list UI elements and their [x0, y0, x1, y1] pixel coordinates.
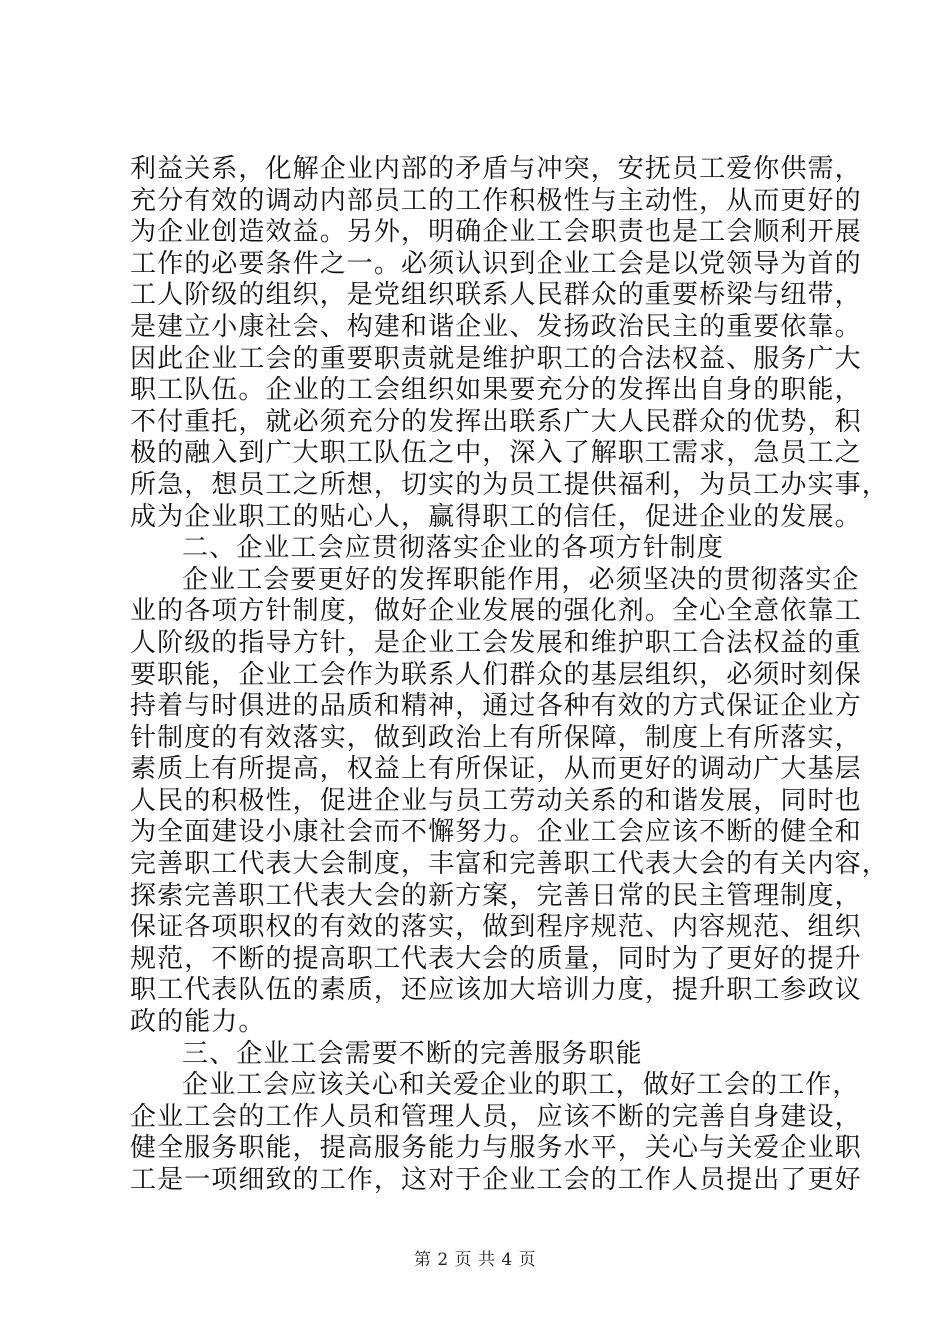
text-line: 工是一项细致的工作，这对于企业工会的工作人员提出了更好	[130, 1165, 862, 1195]
text-line: 不付重托，就必须充分的发挥出联系广大人民群众的优势，积	[130, 406, 862, 437]
text-line: 针制度的有效落实，做到政治上有所保障，制度上有所落实，	[130, 722, 862, 753]
text-line: 极的融入到广大职工队伍之中，深入了解职工需求，急员工之	[130, 438, 862, 469]
text-line: 健全服务职能，提高服务能力与服务水平，关心与关爱企业职	[130, 1133, 862, 1164]
text-line: 探索完善职工代表大会的新方案，完善日常的民主管理制度，	[130, 880, 862, 911]
text-line: 所急，想员工之所想，切实的为员工提供福利，为员工办实事，	[130, 469, 889, 500]
text-line: 为全面建设小康社会而不懈努力。企业工会应该不断的健全和	[130, 817, 862, 848]
text-line: 完善职工代表大会制度，丰富和完善职工代表大会的有关内容，	[130, 849, 889, 880]
text-line: 人阶级的指导方针，是企业工会发展和维护职工合法权益的重	[130, 627, 862, 658]
text-line: 业的各项方针制度，做好企业发展的强化剂。全心全意依靠工	[130, 596, 862, 627]
text-line: 企业工会的工作人员和管理人员，应该不断的完善自身建设，	[130, 1101, 862, 1132]
text-line: 持着与时俱进的品质和精神，通过各种有效的方式保证企业方	[130, 691, 862, 722]
text-line: 规范，不断的提高职工代表大会的质量，同时为了更好的提升	[130, 943, 862, 974]
paragraph-first-line: 企业工会要更好的发挥职能作用，必须坚决的贯彻落实企	[182, 564, 860, 595]
text-line: 利益关系，化解企业内部的矛盾与冲突，安抚员工爱你供需，	[130, 154, 862, 184]
text-line: 要职能，企业工会作为联系人们群众的基层组织，必须时刻保	[130, 659, 862, 690]
page-footer: 第 2 页 共 4 页	[413, 1250, 537, 1270]
text-line: 政的能力。	[130, 1007, 266, 1038]
paragraph-first-line: 企业工会应该关心和关爱企业的职工，做好工会的工作，	[182, 1070, 860, 1101]
section-heading: 三、企业工会需要不断的完善服务职能	[182, 1038, 643, 1069]
text-line: 为企业创造效益。另外，明确企业工会职责也是工会顺利开展	[130, 217, 862, 248]
text-line: 充分有效的调动内部员工的工作积极性与主动性，从而更好的	[130, 185, 862, 216]
text-line: 素质上有所提高，权益上有所保证，从而更好的调动广大基层	[130, 754, 862, 785]
text-line: 保证各项职权的有效的落实，做到程序规范、内容规范、组织	[130, 912, 862, 943]
document-body	[130, 154, 889, 1197]
section-heading: 二、企业工会应贯彻落实企业的各项方针制度	[182, 533, 725, 564]
text-line: 职工队伍。企业的工会组织如果要充分的发挥出自身的职能，	[130, 375, 862, 406]
text-line: 人民的积极性，促进企业与员工劳动关系的和谐发展，同时也	[130, 785, 862, 816]
text-line: 工人阶级的组织，是党组织联系人民群众的重要桥梁与纽带，	[130, 280, 862, 311]
text-line: 职工代表队伍的素质，还应该加大培训力度，提升职工参政议	[130, 975, 862, 1006]
text-line: 工作的必要条件之一。必须认识到企业工会是以党领导为首的	[130, 248, 862, 279]
text-line: 是建立小康社会、构建和谐企业、发扬政治民主的重要依靠。	[130, 311, 862, 342]
text-line: 因此企业工会的重要职责就是维护职工的合法权益、服务广大	[130, 343, 862, 374]
text-line: 成为企业职工的贴心人，赢得职工的信任，促进企业的发展。	[130, 501, 862, 532]
